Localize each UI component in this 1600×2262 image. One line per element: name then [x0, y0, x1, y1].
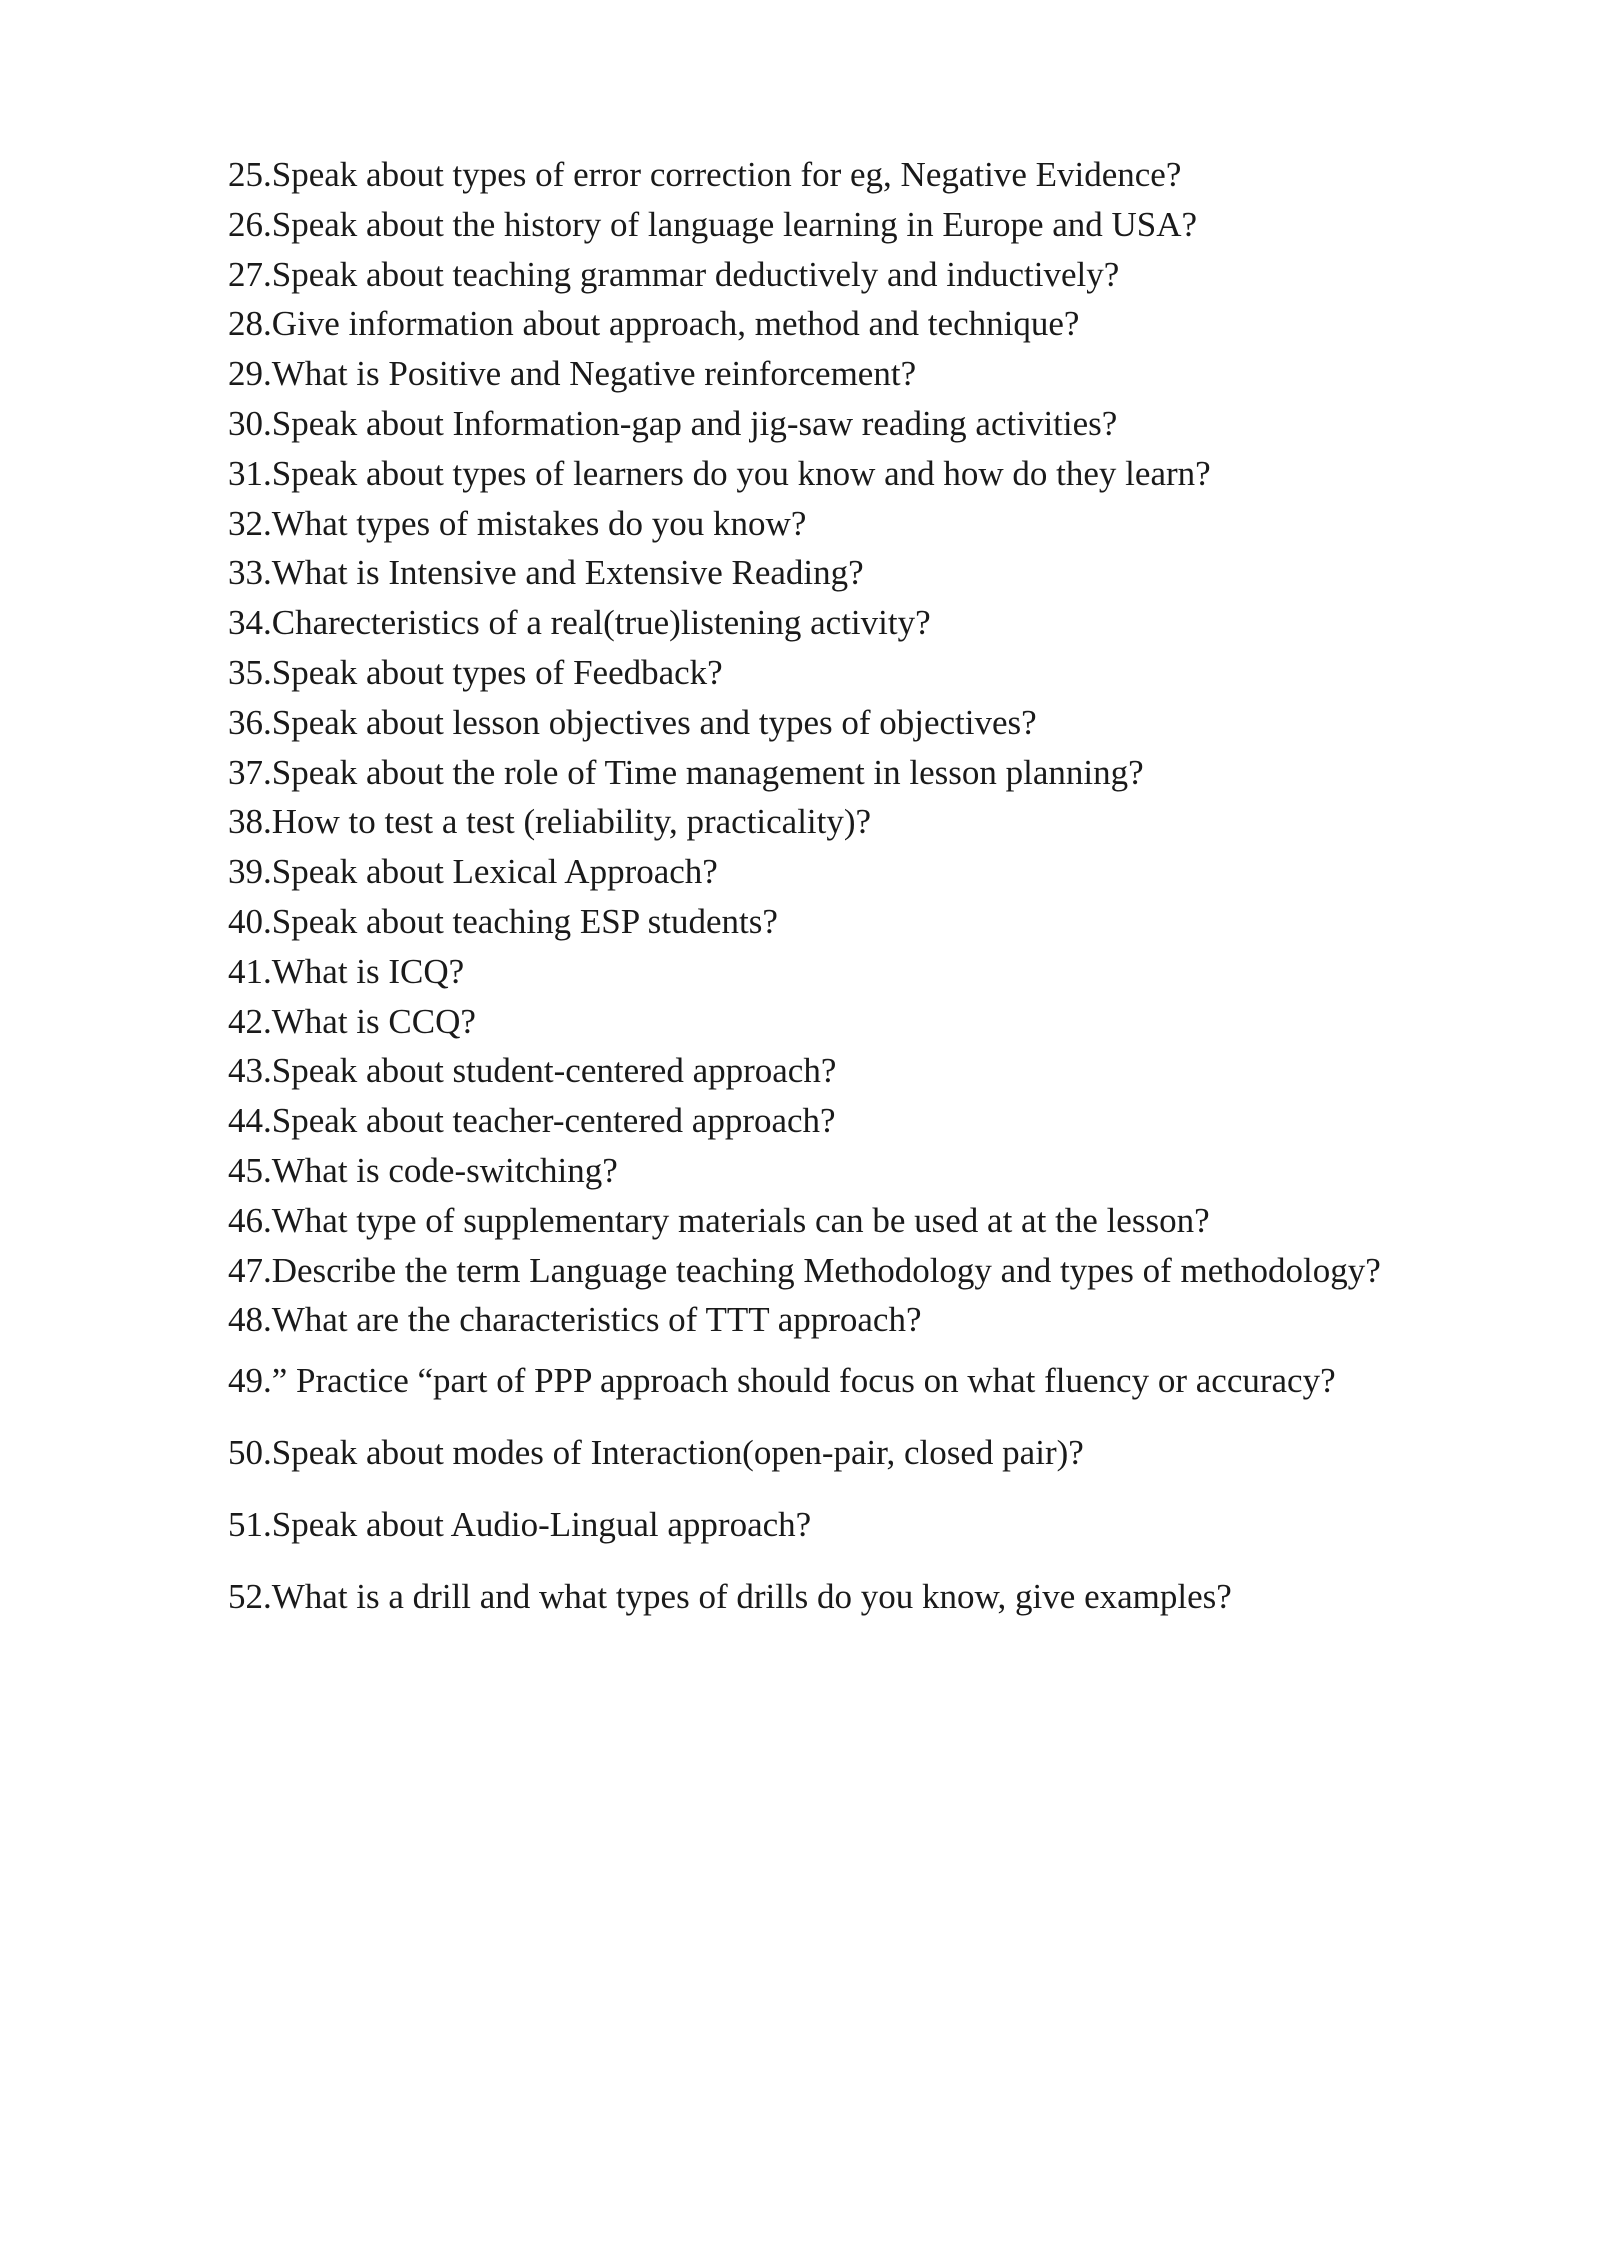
question-item: 32.What types of mistakes do you know?	[228, 503, 807, 543]
question-item: 41.What is ICQ?	[228, 951, 465, 991]
question-item: 31.Speak about types of learners do you know and how do they learn?	[228, 453, 1211, 493]
question-item: 40.Speak about teaching ESP students?	[228, 901, 778, 941]
question-item: 36.Speak about lesson objectives and types of objectives?	[228, 702, 1037, 742]
question-item: 52.What is a drill and what types of drills do you know, give examples?	[228, 1577, 1232, 1617]
question-item: 30.Speak about Information-gap and jig-saw reading activities?	[228, 403, 1118, 443]
question-item: 33.What is Intensive and Extensive Reading?	[228, 553, 864, 593]
question-item: 34.Charecteristics of a real(true)listening activity?	[228, 603, 931, 643]
question-item: 27.Speak about teaching grammar deductively and inductively?	[228, 254, 1120, 294]
question-item: 50.Speak about modes of Interaction(open-pair, closed pair)?	[228, 1433, 1084, 1473]
question-item: 29.What is Positive and Negative reinforcement?	[228, 354, 917, 394]
question-item: 44.Speak about teacher-centered approach?	[228, 1101, 836, 1141]
question-item: 28.Give information about approach, method and technique?	[228, 304, 1080, 344]
question-item: 39.Speak about Lexical Approach?	[228, 852, 718, 892]
question-item: 46.What type of supplementary materials can be used at at the lesson?	[228, 1200, 1210, 1240]
question-list	[228, 150, 1528, 1633]
question-item: 43.Speak about student-centered approach?	[228, 1051, 837, 1091]
question-item: 25.Speak about types of error correction for eg, Negative Evidence?	[228, 155, 1182, 194]
question-item: 47.Describe the term Language teaching Methodology and types of methodology?	[228, 1250, 1381, 1290]
question-item: 51.Speak about Audio-Lingual approach?	[228, 1505, 812, 1545]
question-item: 26.Speak about the history of language learning in Europe and USA?	[228, 204, 1198, 244]
question-item: 38.How to test a test (reliability, practicality)?	[228, 802, 872, 842]
question-item: 37.Speak about the role of Time management in lesson planning?	[228, 752, 1144, 792]
question-item: 48.What are the characteristics of TTT approach?	[228, 1300, 922, 1340]
question-item: 35.Speak about types of Feedback?	[228, 652, 723, 692]
question-item: 45.What is code-switching?	[228, 1150, 618, 1190]
question-item: 49.” Practice “part of PPP approach should focus on what fluency or accuracy?	[228, 1361, 1336, 1401]
question-item: 42.What is CCQ?	[228, 1001, 476, 1041]
